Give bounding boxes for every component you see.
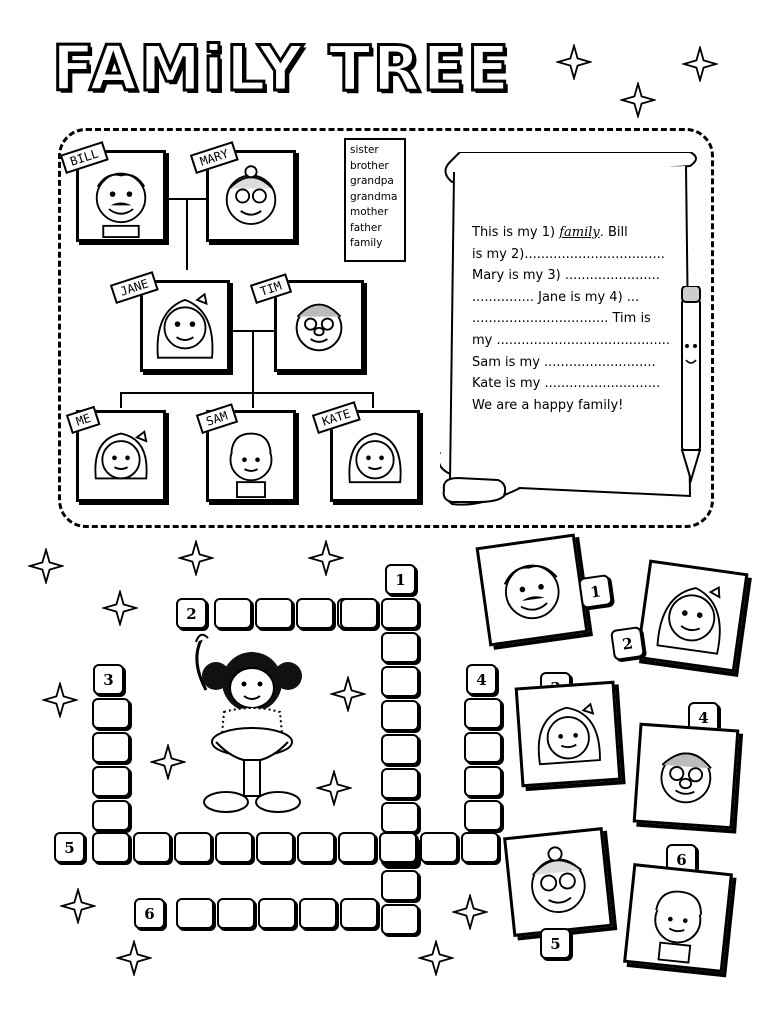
crossword-cell[interactable] [381,802,419,833]
star-icon [42,682,78,718]
tree-connector [120,392,374,394]
crossword-cell[interactable] [381,632,419,663]
clue-number-5: 5 [54,832,85,863]
sentence-line: ................................. Tim is [472,311,651,327]
clue-picture-brother [623,863,733,973]
sentence-line: Sam is my ........................... [472,354,656,370]
sentence-line: ............... Jane is my 4) ... [472,289,640,305]
crossword-cell[interactable] [299,898,337,929]
crossword-cell[interactable] [340,598,378,629]
crossword-cell[interactable] [92,698,130,729]
crossword-cell[interactable] [464,800,502,831]
word-bank-item: family [350,237,383,249]
star-icon [620,82,656,118]
clue-label-1: 1 [578,574,613,609]
star-icon [308,540,344,576]
tree-connector [186,198,188,270]
crossword-cell[interactable] [420,832,458,863]
father-tim-portrait [274,280,364,372]
word-bank-item: brother [350,159,389,172]
clue-number-1: 1 [385,564,416,595]
star-icon [28,548,64,584]
crossword-cell[interactable] [256,832,294,863]
name-tag-tim: TIM [250,273,292,304]
star-icon [60,888,96,924]
clue-number-2: 2 [176,598,207,629]
tree-connector [166,198,210,200]
clue-label-5: 5 [540,928,571,959]
clue-number-3: 3 [93,664,124,695]
eraser-icon [438,474,510,504]
name-tag-mary: MARY [190,141,239,174]
clue-number-6: 6 [134,898,165,929]
crossword-cell[interactable] [296,598,334,629]
pencil-icon [678,286,704,486]
word-bank [344,138,406,262]
crossword-cell[interactable] [214,598,252,629]
star-icon [316,770,352,806]
clue-picture-mother [636,560,749,673]
crossword-cell[interactable] [381,666,419,697]
name-tag-kate: KATE [312,401,361,434]
crossword-cell[interactable] [92,732,130,763]
sentence-line: Mary is my 3) ....................... [472,268,660,284]
page-title: FAMiLY TREE [52,32,512,105]
crossword-cell[interactable] [215,832,253,863]
tree-connector [372,392,374,408]
fill-in-paragraph [472,222,672,416]
crossword-cell[interactable] [92,800,130,831]
crossword-cell[interactable] [461,832,499,863]
word-bank-item: grandpa [350,175,394,187]
star-icon [178,540,214,576]
crossword-cell[interactable] [92,832,130,863]
crossword-cell[interactable] [133,832,171,863]
clue-picture-grandpa [476,534,589,647]
clue-label-2: 2 [610,626,645,661]
name-tag-bill: BILL [60,141,109,174]
crossword-cell[interactable] [464,698,502,729]
star-icon [102,590,138,626]
crossword-cell[interactable] [174,832,212,863]
crossword-cell[interactable] [258,898,296,929]
crossword-cell[interactable] [379,832,417,863]
tree-connector [252,392,254,408]
name-tag-jane: JANE [110,271,159,304]
girl-illustration [186,630,318,820]
star-icon [452,894,488,930]
clue-label-4: 4 [688,702,719,733]
crossword-cell[interactable] [464,766,502,797]
star-icon [556,44,592,80]
star-icon [330,676,366,712]
name-tag-me: ME [66,406,101,434]
crossword-cell[interactable] [381,734,419,765]
crossword-cell[interactable] [381,768,419,799]
mother-jane-portrait [140,280,230,372]
sentence-line: We are a happy family! [472,397,624,413]
crossword-cell[interactable] [338,832,376,863]
crossword-cell[interactable] [381,700,419,731]
word-bank-item: grandma [350,190,398,203]
word-bank-item: father [350,221,382,234]
tree-connector [120,392,122,408]
sentence-text: This is my 1) [472,225,560,240]
sentence-line: is my 2).................................. [472,246,665,262]
sentence-line: my .......................................... [472,332,671,348]
example-answer: family [559,225,600,240]
word-bank-item: mother [350,206,389,218]
name-tag-sam: SAM [196,403,238,434]
clue-picture-sister [515,681,622,788]
word-bank-item: sister [350,144,379,156]
crossword-cell[interactable] [92,766,130,797]
sentence-line: Kate is my ............................ [472,376,661,392]
sentence-line [472,222,672,244]
crossword-cell[interactable] [381,870,419,901]
crossword-cell[interactable] [381,598,419,629]
clue-label-6: 6 [666,844,697,875]
sentence-text: . Bill [599,225,628,240]
clue-picture-father [633,723,740,830]
clue-picture-grandma [503,827,613,937]
star-icon [418,940,454,976]
crossword-cell[interactable] [217,898,255,929]
crossword-cell[interactable] [297,832,335,863]
crossword-cell[interactable] [464,732,502,763]
crossword-cell[interactable] [176,898,214,929]
crossword-cell[interactable] [340,898,378,929]
crossword-cell[interactable] [255,598,293,629]
clue-number-4: 4 [466,664,497,695]
crossword-cell[interactable] [381,904,419,935]
tree-connector [252,330,254,392]
star-icon [116,940,152,976]
star-icon [682,46,718,82]
star-icon [150,744,186,780]
